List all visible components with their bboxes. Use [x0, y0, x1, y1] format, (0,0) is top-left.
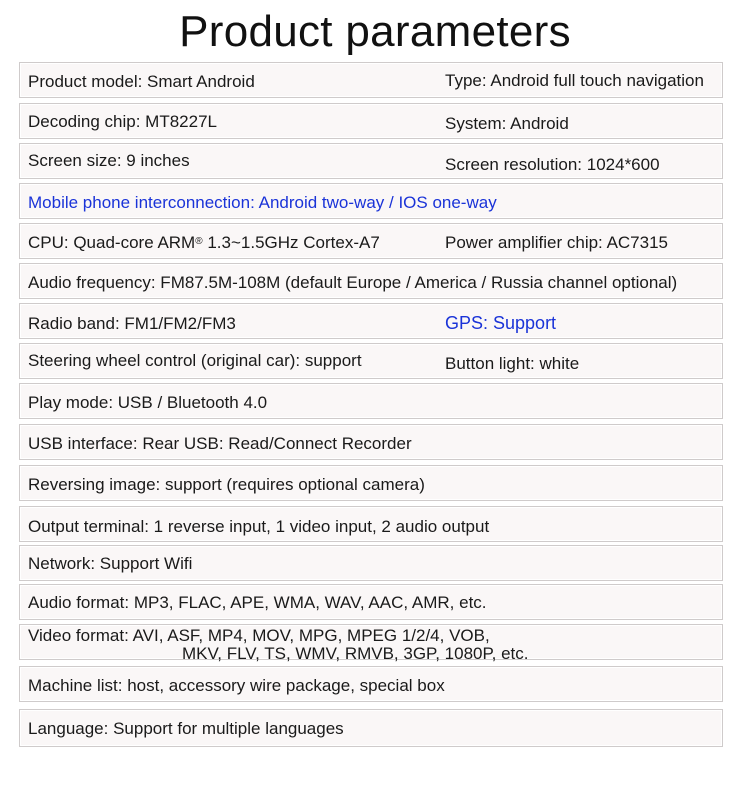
param-row-steering-wheel: [19, 343, 723, 379]
param-usb-interface: USB interface: Rear USB: Read/Connect Recorder: [28, 434, 412, 453]
param-row-language: [19, 709, 723, 747]
param-audio-frequency: Audio frequency: FM87.5M-108M (default Europe / America / Russia channel optional): [28, 273, 678, 292]
param-row-cpu: [19, 223, 723, 259]
param-row-phone-interconnection: [19, 183, 723, 219]
param-language: Language: Support for multiple languages: [28, 719, 344, 738]
param-decoding-chip: Decoding chip: MT8227L: [28, 112, 218, 131]
param-video-format-line1: Video format: AVI, ASF, MP4, MOV, MPG, MPEG 1/2/4, VOB,: [28, 626, 490, 645]
param-screen-resolution: Screen resolution: 1024*600: [445, 155, 660, 174]
param-cpu-a: CPU: Quad-core ARM: [28, 233, 196, 252]
param-row-play-mode: [19, 383, 723, 419]
param-phone-interconnection: Mobile phone interconnection: Android two-way / IOS one-way: [28, 193, 497, 212]
param-system: System: Android: [445, 114, 569, 133]
param-cpu-b: 1.3~1.5GHz Cortex-A7: [202, 233, 380, 252]
param-row-output-terminal: [19, 506, 723, 542]
param-row-usb-interface: [19, 424, 723, 460]
param-row-decoding-chip: [19, 103, 723, 139]
param-steering-wheel: Steering wheel control (original car): support: [28, 351, 362, 370]
param-screen-size: Screen size: 9 inches: [28, 151, 190, 170]
registered-mark: ®: [195, 236, 203, 247]
param-product-model: Product model: Smart Android: [28, 72, 255, 91]
param-reversing-image: Reversing image: support (requires optional camera): [28, 475, 425, 494]
param-power-amplifier: Power amplifier chip: AC7315: [445, 233, 669, 252]
param-cpu: [28, 233, 380, 253]
param-row-audio-format: [19, 584, 723, 620]
param-network: Network: Support Wifi: [28, 554, 193, 573]
param-row-machine-list: [19, 666, 723, 702]
param-row-reversing-image: [19, 465, 723, 501]
param-row-audio-frequency: [19, 263, 723, 299]
param-type: Type: Android full touch navigation: [445, 71, 704, 90]
param-play-mode: Play mode: USB / Bluetooth 4.0: [28, 393, 268, 412]
param-radio-band: Radio band: FM1/FM2/FM3: [28, 314, 236, 333]
page-title: Product parameters: [179, 7, 571, 56]
param-video-format-line2: MKV, FLV, TS, WMV, RMVB, 3GP, 1080P, etc.: [182, 644, 529, 663]
param-row-video-format: [19, 624, 723, 663]
param-row-radio-band: [19, 303, 723, 339]
param-machine-list: Machine list: host, accessory wire package, special box: [28, 676, 445, 695]
param-row-screen-size: [19, 143, 723, 179]
param-gps: GPS: Support: [445, 313, 557, 333]
param-audio-format: Audio format: MP3, FLAC, APE, WMA, WAV, AAC, AMR, etc.: [28, 593, 487, 612]
param-row-product-model: [19, 62, 723, 98]
param-output-terminal: Output terminal: 1 reverse input, 1 video input, 2 audio output: [28, 517, 490, 536]
param-button-light: Button light: white: [445, 354, 580, 373]
param-row-network: [19, 545, 723, 581]
